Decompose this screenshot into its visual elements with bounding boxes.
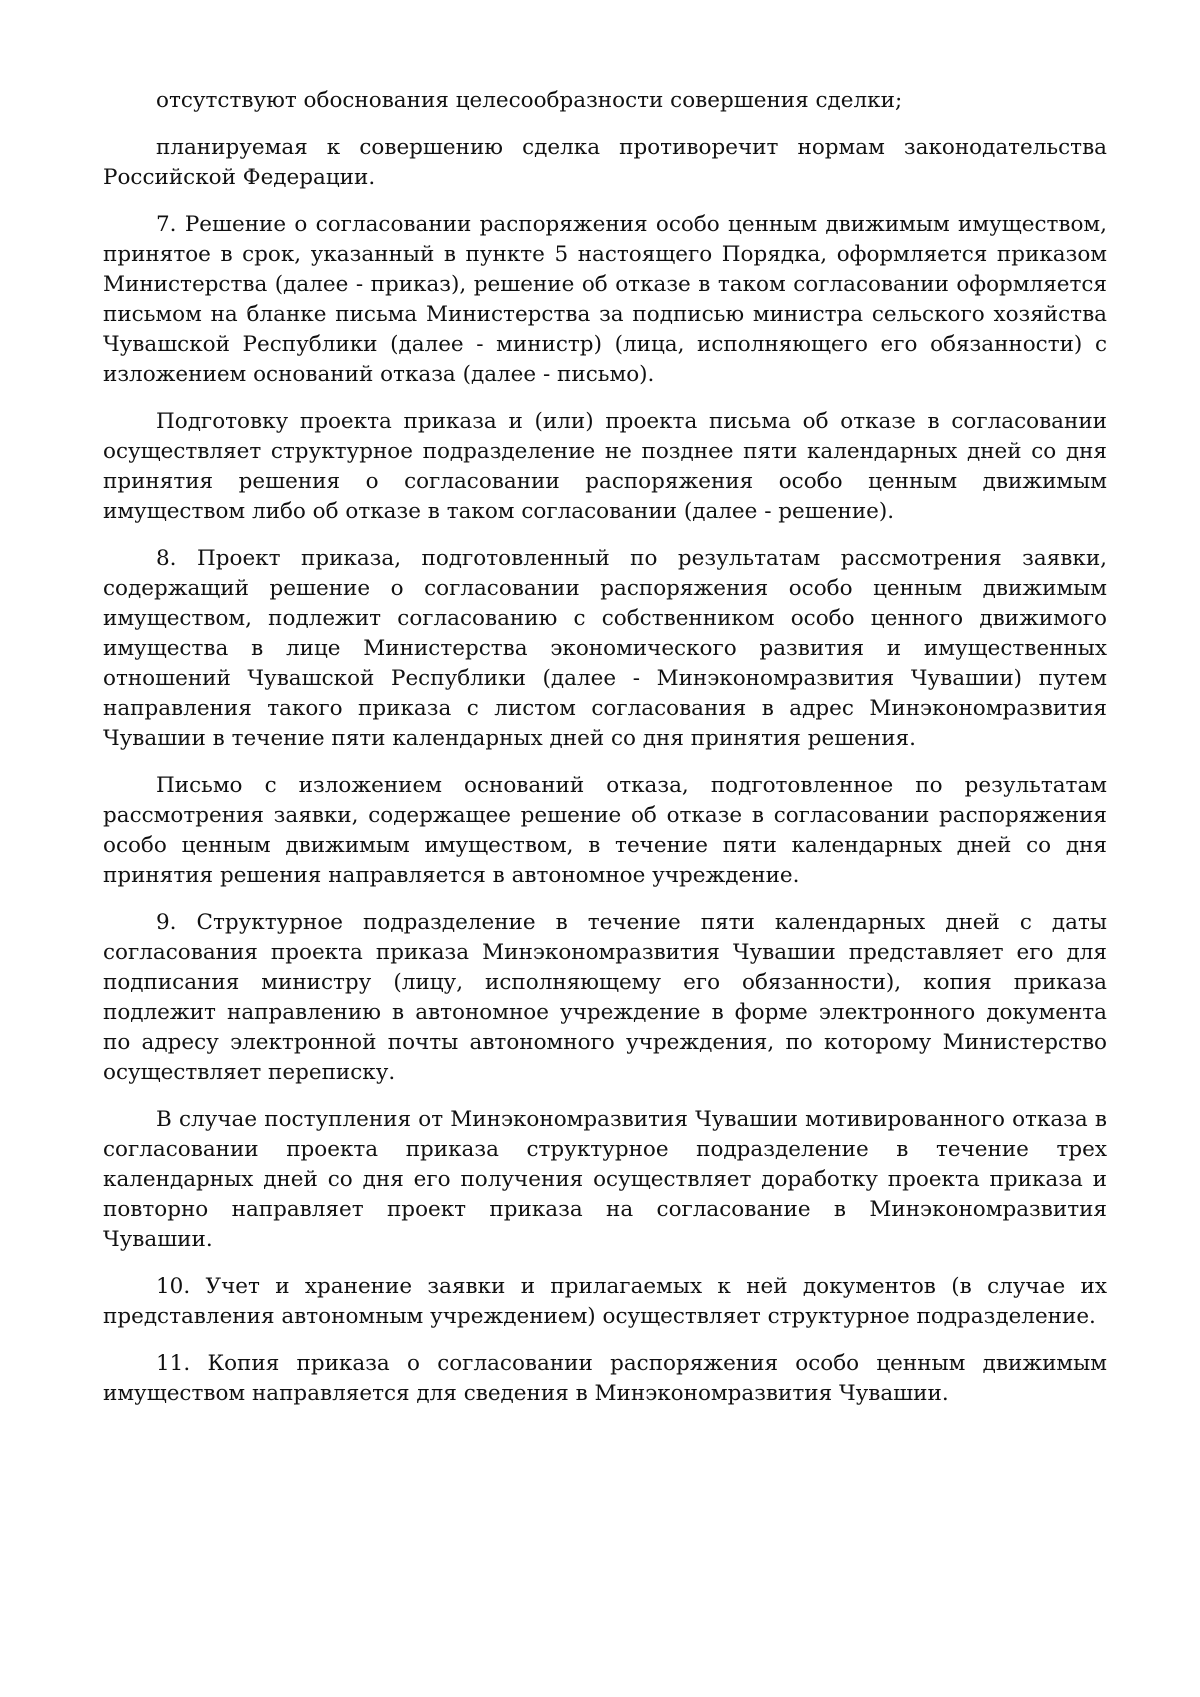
paragraph-no-justification: отсутствуют обоснования целесообразности совершения сделки;	[156, 88, 903, 113]
paragraph-draft-preparation: Подготовку проекта приказа и (или) проекта письма об отказе в согласовании осуществляет структурное подразделение не позднее пяти календарных дней со дня принятия решения о согласовании распоряжения особо ценным движимым имуществом либо об отказе в таком согласовании (далее - решение).	[103, 409, 1107, 524]
document-page	[103, 86, 1107, 1409]
paragraph-contradicts-law: планируемая к совершению сделка противоречит нормам законодательства Российской Федерации.	[103, 135, 1107, 190]
paragraph-motivated-refusal: В случае поступления от Минэкономразвития Чувашии мотивированного отказа в согласовании проекта приказа структурное подразделение в течение трех календарных дней со дня его получения осуществляет доработку проекта приказа и повторно направляет проект приказа на согласование в Минэкономразвития Чувашии.	[103, 1107, 1107, 1252]
paragraph-item-7: 7. Решение о согласовании распоряжения особо ценным движимым имуществом, принятое в срок, указанный в пункте 5 настоящего Порядка, оформляется приказом Министерства (далее - приказ), решение об отказе в таком согласовании оформляется письмом на бланке письма Министерства за подписью министра сельского хозяйства Чувашской Республики (далее - министр) (лица, исполняющего его обязанности) с изложением оснований отказа (далее - письмо).	[103, 212, 1107, 387]
paragraph-item-11: 11. Копия приказа о согласовании распоряжения особо ценным движимым имуществом направляется для сведения в Минэкономразвития Чувашии.	[103, 1351, 1107, 1406]
paragraph-refusal-letter: Письмо с изложением оснований отказа, подготовленное по результатам рассмотрения заявки, содержащее решение об отказе в согласовании распоряжения особо ценным движимым имуществом, в течение пяти календарных дней со дня принятия решения направляется в автономное учреждение.	[103, 773, 1107, 888]
paragraph-item-8: 8. Проект приказа, подготовленный по результатам рассмотрения заявки, содержащий решение о согласовании распоряжения особо ценным движимым имуществом, подлежит согласованию с собственником особо ценного движимого имущества в лице Министерства экономического развития и имущественных отношений Чувашской Республики (далее - Минэкономразвития Чувашии) путем направления такого приказа с листом согласования в адрес Минэкономразвития Чувашии в течение пяти календарных дней со дня принятия решения.	[103, 546, 1107, 751]
paragraph-item-10: 10. Учет и хранение заявки и прилагаемых к ней документов (в случае их представления автономным учреждением) осуществляет структурное подразделение.	[103, 1274, 1107, 1329]
paragraph-item-9: 9. Структурное подразделение в течение пяти календарных дней с даты согласования проекта приказа Минэкономразвития Чувашии представляет его для подписания министру (лицу, исполняющему его обязанности), копия приказа подлежит направлению в автономное учреждение в форме электронного документа по адресу электронной почты автономного учреждения, по которому Министерство осуществляет переписку.	[103, 910, 1107, 1085]
